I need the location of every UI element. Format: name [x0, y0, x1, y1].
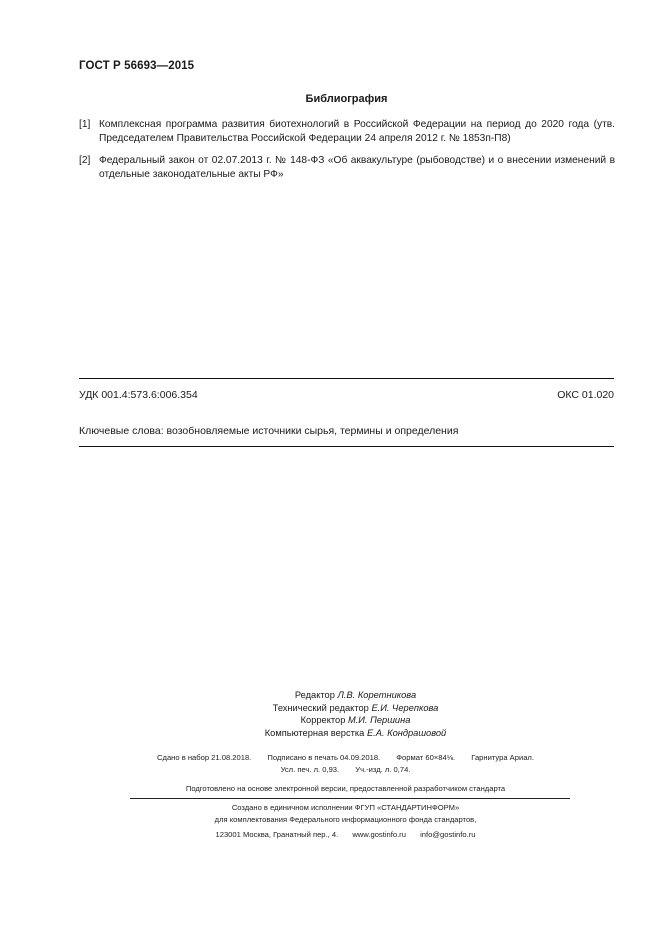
- publisher-sheets: Уч.-изд. л. 0,74.: [355, 764, 411, 774]
- submitted-date: Сдано в набор 21.08.2018.: [157, 753, 252, 762]
- publisher-block: [0, 802, 661, 841]
- bibliography-item-number: [2]: [79, 155, 91, 166]
- credit-role: Корректор: [300, 715, 346, 725]
- credit-person: Л.В. Коретникова: [337, 690, 417, 700]
- credits-block: [0, 689, 661, 739]
- publisher-website-link[interactable]: www.gostinfo.ru: [352, 830, 406, 839]
- document-code: ГОСТ Р 56693—2015: [79, 60, 195, 72]
- imprint-block: [0, 752, 661, 775]
- bibliography-item-text: Комплексная программа развития биотехнологий в Российской Федерации на период до 2020 года (утв. Председателем Правительства Российской Федерации 24 апреля 2012 г. № 1853п-П8): [99, 119, 615, 144]
- credit-line: [50, 689, 661, 702]
- credit-role: Технический редактор: [272, 702, 369, 713]
- bibliography-item: [79, 118, 615, 146]
- credit-line: [50, 714, 661, 727]
- divider-keywords: [79, 446, 614, 447]
- bibliography-item: [79, 154, 615, 182]
- credit-line: [50, 702, 661, 715]
- divider-bottom: [130, 798, 570, 799]
- print-sheets: Усл. печ. л. 0,93.: [280, 764, 340, 774]
- typeface: Гарнитура Ариал.: [471, 753, 534, 762]
- bibliography-item-number: [1]: [79, 119, 91, 130]
- publisher-address: 123001 Москва, Гранатный пер., 4.: [215, 830, 339, 839]
- signed-date: Подписано в печать 04.09.2018.: [267, 753, 381, 762]
- bibliography-item-text: Федеральный закон от 02.07.2013 г. № 148-ФЗ «Об аквакультуре (рыбоводстве) и о внесении изменений в отдельные законодательные акты РФ»: [99, 155, 615, 180]
- credit-line: [50, 727, 661, 740]
- bibliography-list: [79, 118, 615, 190]
- oks-code: ОКС 01.020: [557, 389, 614, 401]
- prepared-note: Подготовлено на основе электронной версии, предоставленной разработчиком стандарта: [185, 784, 506, 793]
- credit-role: Редактор: [294, 690, 335, 700]
- publisher-line-2: для комплектования Федерального информационного фонда стандартов,: [214, 815, 477, 824]
- publisher-contacts: [30, 829, 661, 841]
- imprint-line-2: [30, 764, 661, 776]
- credit-person: Е.И. Черепкова: [371, 702, 439, 713]
- divider-top: [79, 378, 614, 379]
- udk-code: УДК 001.4:573.6:006.354: [79, 389, 198, 401]
- credit-person: Е.А. Кондрашовой: [366, 727, 447, 738]
- keywords: Ключевые слова: возобновляемые источники сырья, термины и определения: [79, 425, 459, 437]
- publisher-email-link[interactable]: info@gostinfo.ru: [420, 830, 476, 839]
- imprint-line-1: [30, 752, 661, 764]
- format: Формат 60×84⅛.: [396, 753, 456, 762]
- credit-role: Компьютерная верстка: [264, 727, 365, 738]
- bibliography-title: Библиография: [305, 93, 388, 105]
- publisher-line-1: Создано в единичном исполнении ФГУП «СТАНДАРТИНФОРМ»: [231, 803, 460, 812]
- credit-person: М.И. Першина: [347, 715, 411, 725]
